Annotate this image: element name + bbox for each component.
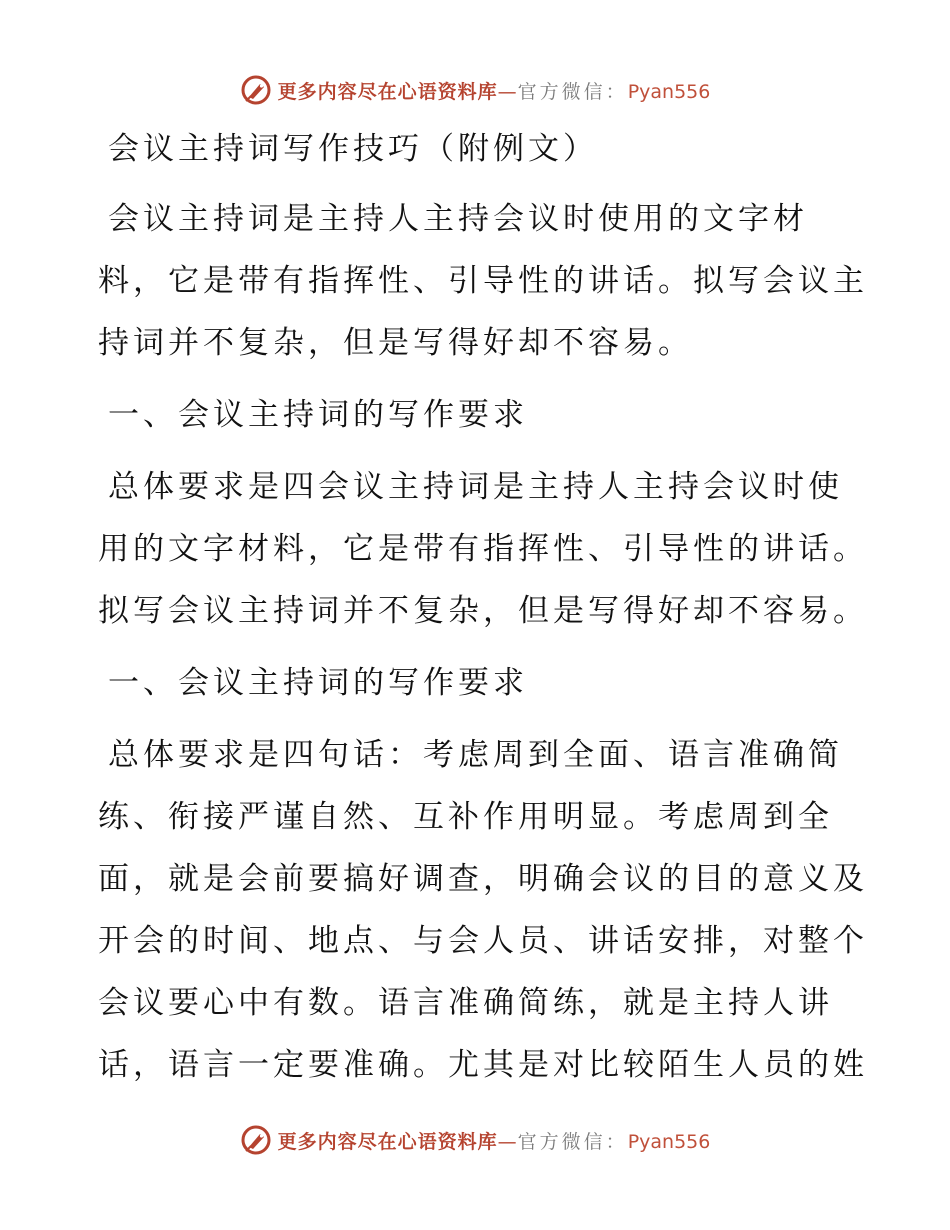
section-heading-1: 一、会议主持词的写作要求 — [108, 397, 528, 433]
watermark-dash: — — [497, 80, 518, 103]
watermark-prefix: 更多内容尽在心语资料库 — [277, 80, 498, 103]
pen-nib-circle-icon — [240, 1124, 272, 1156]
watermark-wechat-id: Pyan556 — [627, 1130, 711, 1153]
paragraph-1-line-2: 料，它是带有指挥性、引导性的讲话。拟写会议主 — [98, 263, 868, 299]
document-title: 会议主持词写作技巧（附例文） — [108, 131, 598, 167]
paragraph-2-line-2: 用的文字材料，它是带有指挥性、引导性的讲话。 — [98, 531, 868, 567]
document-body — [98, 118, 868, 1096]
section-heading-2: 一、会议主持词的写作要求 — [108, 665, 528, 701]
footer-watermark — [0, 1120, 950, 1160]
paragraph-1-line-3: 持词并不复杂，但是写得好却不容易。 — [98, 325, 693, 361]
watermark-prefix: 更多内容尽在心语资料库 — [277, 1130, 498, 1153]
paragraph-2-line-3: 拟写会议主持词并不复杂，但是写得好却不容易。 — [98, 593, 868, 629]
watermark-text — [278, 1127, 711, 1154]
paragraph-3-line-6: 话，语言一定要准确。尤其是对比较陌生人员的姓 — [98, 1047, 868, 1083]
paragraph-3-line-1: 总体要求是四句话：考虑周到全面、语言准确简 — [108, 737, 843, 773]
header-watermark — [0, 70, 950, 110]
watermark-dash: — — [497, 1130, 518, 1153]
paragraph-1-line-1: 会议主持词是主持人主持会议时使用的文字材 — [108, 201, 808, 237]
paragraph-3-line-5: 会议要心中有数。语言准确简练，就是主持人讲 — [98, 985, 833, 1021]
paragraph-3-line-3: 面，就是会前要搞好调查，明确会议的目的意义及 — [98, 861, 868, 897]
watermark-official: 官方微信： — [517, 1130, 628, 1153]
watermark-text — [278, 77, 711, 104]
pen-nib-circle-icon — [240, 74, 272, 106]
paragraph-3-line-2: 练、衔接严谨自然、互补作用明显。考虑周到全 — [98, 799, 833, 835]
watermark-official: 官方微信： — [517, 80, 628, 103]
paragraph-2-line-1: 总体要求是四会议主持词是主持人主持会议时使 — [108, 469, 843, 505]
paragraph-3-line-4: 开会的时间、地点、与会人员、讲话安排，对整个 — [98, 923, 868, 959]
watermark-wechat-id: Pyan556 — [627, 80, 711, 103]
